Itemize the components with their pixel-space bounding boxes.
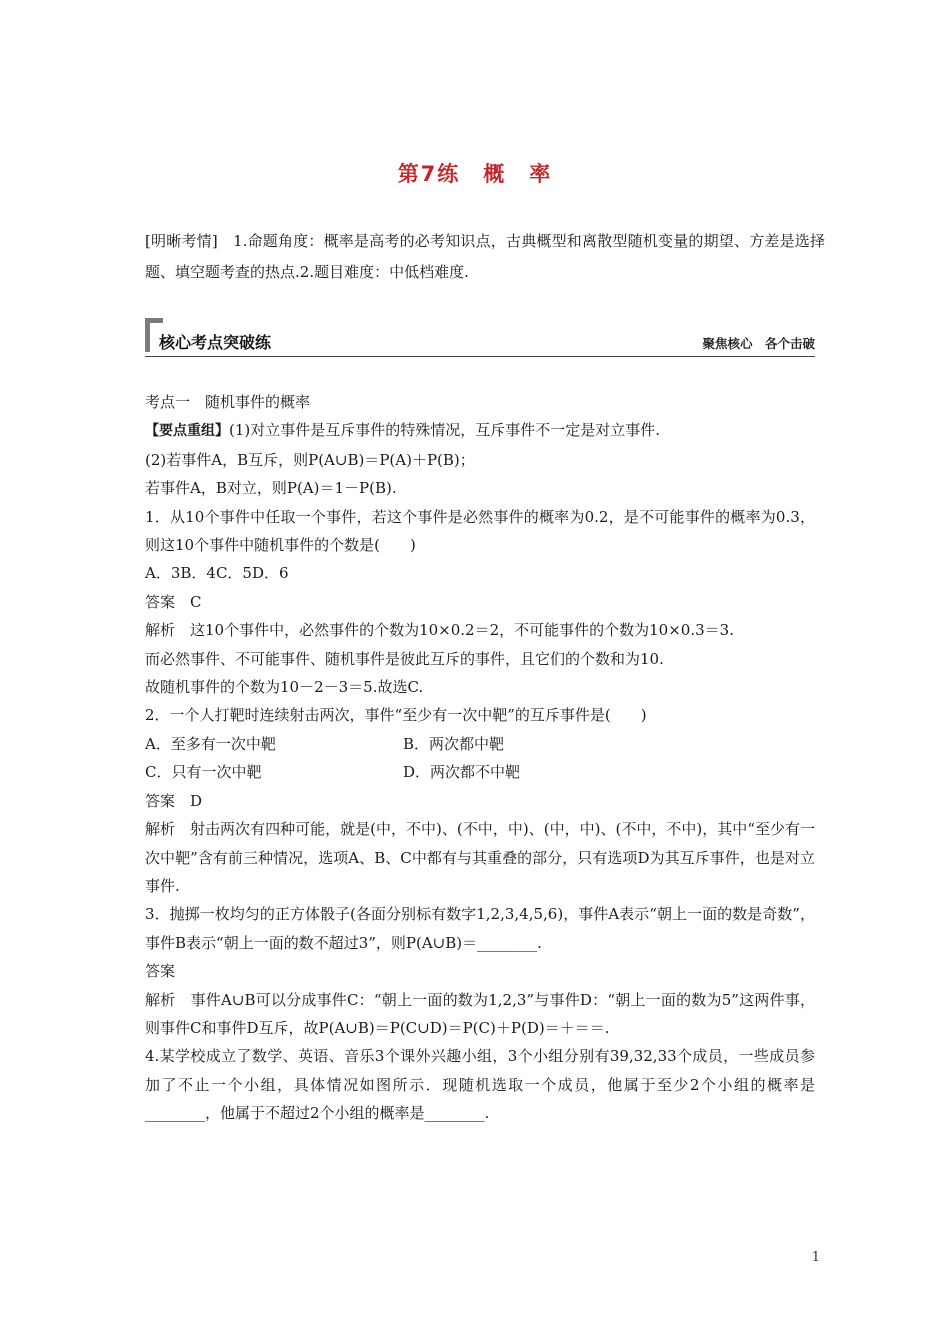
solution-2: 解析 射击两次有四种可能，就是(中，不中)、(不中，中)、(中，中)、(不中，不中)，其中“至少有一次中靶”含有前三种情况，选项A、B、C中都有与其重叠的部分，只有选项D为其互斥事件，也是对立事件. — [145, 820, 815, 895]
intro-paragraph: [明晰考情] 1.命题角度：概率是高考的必考知识点，古典概型和离散型随机变量的期望、方差是选择题、填空题考查的热点.2.题目难度：中低档难度. — [145, 232, 825, 281]
question-3: 3．抛掷一枚均匀的正方体骰子(各面分别标有数字1,2,3,4,5,6)，事件A表示“朝上一面的数是奇数”，事件B表示“朝上一面的数不超过3”，则P(A∪B)＝________. — [145, 905, 815, 952]
section-subtitle: 聚焦核心 各个击破 — [702, 336, 815, 351]
solution-1-line-2: 而必然事件、不可能事件、随机事件是彼此互斥的事件，且它们的个数和为10. — [145, 649, 664, 668]
question-2-options-row-2 — [145, 758, 815, 786]
corner-mark-horizontal — [145, 318, 163, 323]
section-rule — [145, 356, 815, 357]
page-number: 1 — [811, 1250, 820, 1265]
answer-1: 答案 C — [145, 592, 202, 611]
section-title: 核心考点突破练 — [159, 333, 272, 352]
content-body — [145, 388, 815, 1128]
solution-1-line-3: 故随机事件的个数为10－2－3＝5.故选C. — [145, 678, 424, 697]
question-2: 2．一个人打靶时连续射击两次，事件“至少有一次中靶”的互斥事件是( ) — [145, 706, 647, 725]
page-title: 第7练 概 率 — [397, 162, 553, 186]
key-points-text-1: (1)对立事件是互斥事件的特殊情况，互斥事件不一定是对立事件. — [229, 421, 661, 440]
key-points-label: 【要点重组】 — [145, 423, 229, 440]
option-d: D．两次都不中靶 — [403, 763, 521, 782]
solution-3: 解析 事件A∪B可以分成事件C：“朝上一面的数为1,2,3”与事件D：“朝上一面的数为5”这两件事，则事件C和事件D互斥，故P(A∪B)＝P(C∪D)＝P(C)＋P(D)＝＋＝＝. — [145, 990, 815, 1037]
option-c: C．只有一次中靶 — [145, 763, 262, 782]
question-1: 1．从10个事件中任取一个事件，若这个事件是必然事件的概率为0.2，是不可能事件的概率为0.3，则这10个事件中随机事件的个数是( ) — [145, 507, 815, 555]
question-2-options-row-1 — [145, 730, 815, 758]
key-points-line-1 — [145, 416, 815, 445]
key-points-line-3: 若事件A，B对立，则P(A)＝1－P(B). — [145, 479, 397, 498]
section-header — [145, 318, 815, 358]
option-a: A．至多有一次中靶 — [145, 734, 276, 753]
topic-heading: 考点一 随机事件的概率 — [145, 393, 311, 411]
answer-2: 答案 D — [145, 791, 203, 810]
answer-3: 答案 — [145, 962, 176, 981]
option-b: B．两次都中靶 — [403, 734, 505, 753]
corner-mark-vertical — [145, 318, 150, 352]
question-4: 4.某学校成立了数学、英语、音乐3个课外兴趣小组，3个小组分别有39,32,33个成员，一些成员参加了不止一个小组，具体情况如图所示．现随机选取一个成员，他属于至少2个小组的概率是________，他属于不超过2个小组的概率是________. — [145, 1047, 815, 1123]
question-1-options: A．3B．4C．5D．6 — [145, 564, 289, 583]
solution-1-line-1: 解析 这10个事件中，必然事件的个数为10×0.2＝2，不可能事件的个数为10×0.3＝3. — [145, 621, 734, 640]
key-points-line-2: (2)若事件A，B互斥，则P(A∪B)＝P(A)＋P(B)； — [145, 450, 475, 469]
